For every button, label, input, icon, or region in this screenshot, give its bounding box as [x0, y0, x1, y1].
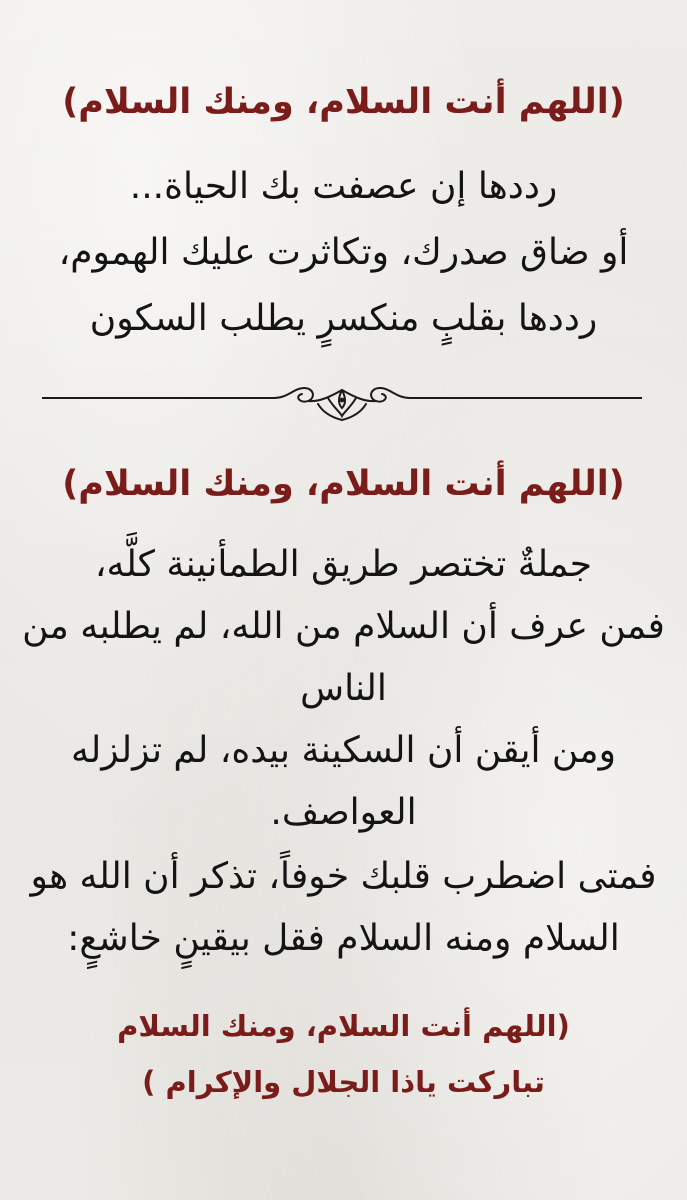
closing-line-2: تباركت ياذا الجلال والإكرام ) [142, 1065, 545, 1099]
ornamental-divider-icon [42, 368, 642, 428]
section2-line: ومن أيقن أن السكينة بيده، لم تزلزله [71, 730, 616, 771]
section1-line: رددها إن عصفت بك الحياة... [129, 166, 558, 207]
section1-line: أو ضاق صدرك، وتكاثرت عليك الهموم، [58, 232, 629, 273]
section1-heading: (اللهم أنت السلام، ومنك السلام) [62, 82, 625, 122]
closing-line-1: (اللهم أنت السلام، ومنك السلام [117, 1009, 570, 1043]
section2-heading: (اللهم أنت السلام، ومنك السلام) [62, 464, 625, 504]
section2-line: العواصف. [270, 792, 417, 833]
section2-line: فمن عرف أن السلام من الله، لم يطلبه من [22, 606, 665, 647]
section2-line: جملةٌ تختصر طريق الطمأنينة كلَّه، [94, 544, 593, 585]
section2-line: فمتى اضطرب قلبك خوفاً، تذكر أن الله هو [30, 856, 657, 897]
section2-line: الناس [300, 668, 387, 709]
section2-line: السلام ومنه السلام فقل بيقينٍ خاشعٍ: [67, 918, 620, 959]
section1-line: رددها بقلبٍ منكسرٍ يطلب السكون [89, 298, 598, 339]
